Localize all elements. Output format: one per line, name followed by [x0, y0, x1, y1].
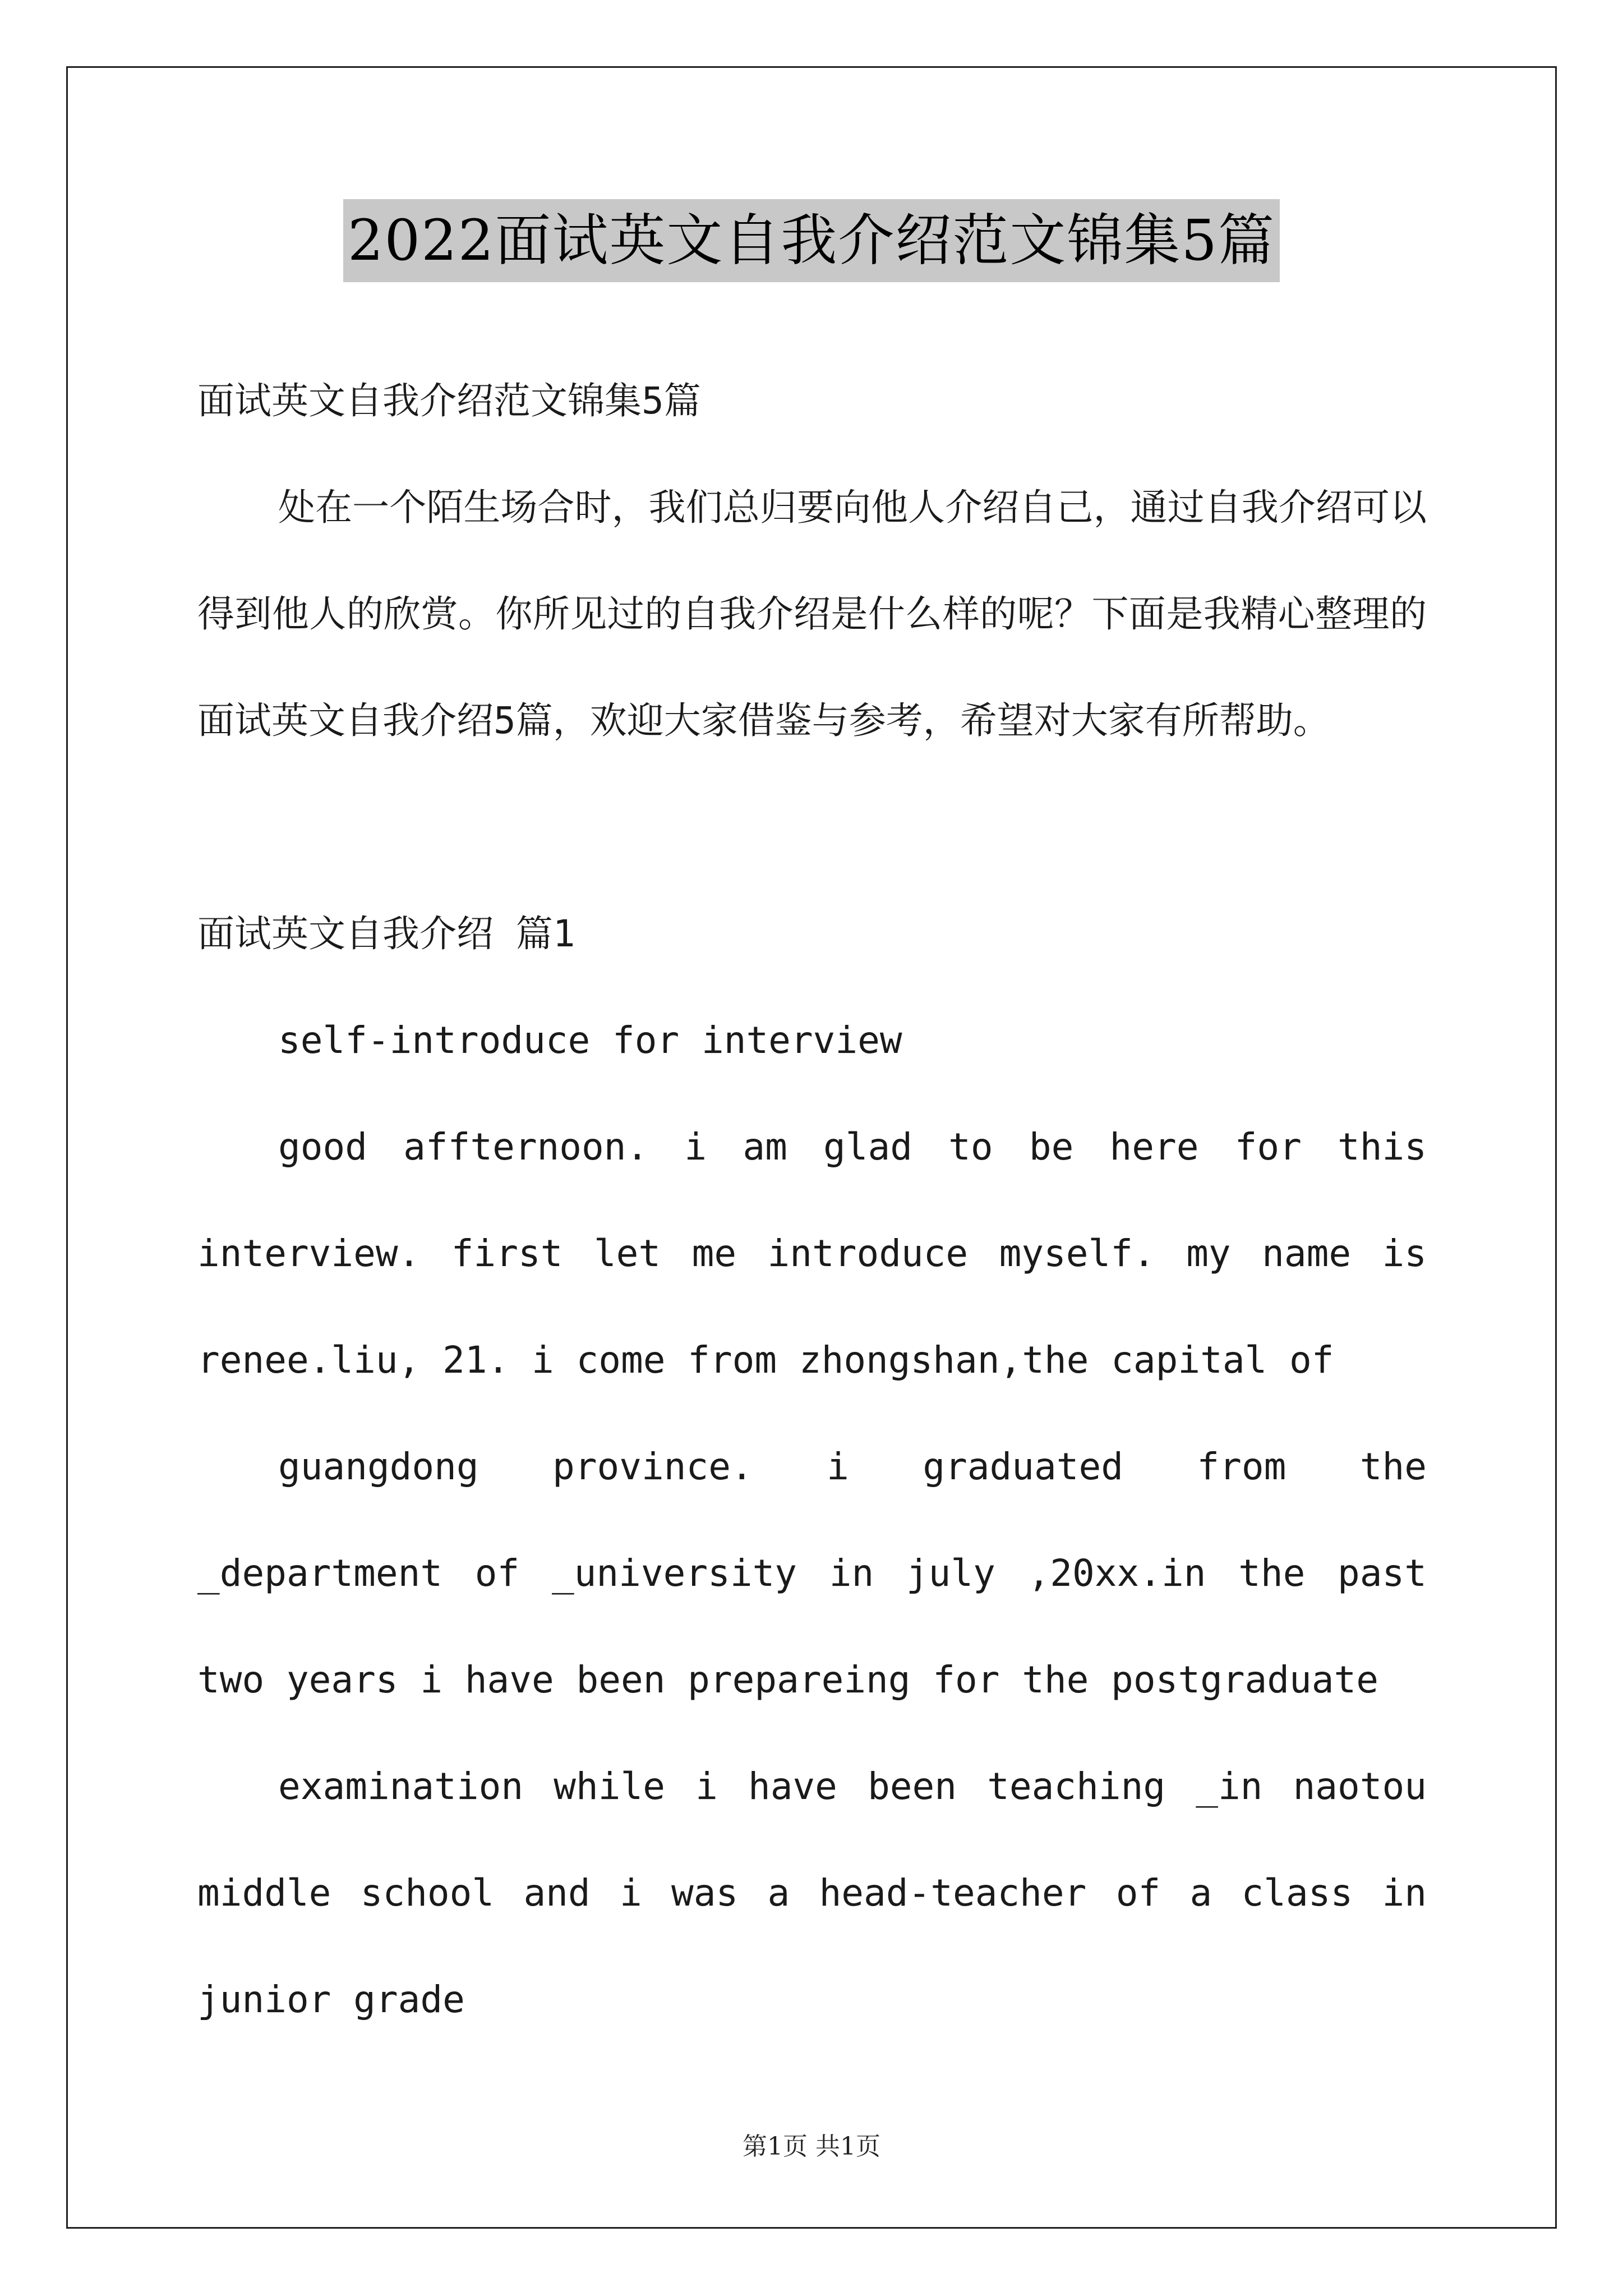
document-subtitle: 面试英文自我介绍范文锦集5篇 [197, 379, 701, 422]
english-heading: self-introduce for interview [278, 1019, 902, 1062]
intro-paragraph: 处在一个陌生场合时，我们总归要向他人介绍自己，通过自我介绍可以得到他人的欣赏。你所见过的自我介绍是什么样的呢？下面是我精心整理的面试英文自我介绍5篇，欢迎大家借鉴与参考，希望对大家有所帮助。 [197, 486, 1427, 742]
document-title: 2022面试英文自我介绍范文锦集5篇 [343, 199, 1280, 282]
title-wrapper [0, 199, 1623, 282]
body-paragraph-2: guangdong province. i graduated from the _department of _university in july ,20xx.in the past two years i have been prepareing for the postgraduate [197, 1445, 1427, 1701]
section-heading: 面试英文自我介绍 篇1 [197, 912, 575, 955]
page-footer: 第1页 共1页 [743, 2132, 880, 2161]
body-paragraph-3: examination while i have been teaching _in naotou middle school and i was a head-teacher of a class in junior grade [197, 1765, 1427, 2021]
document-body [197, 348, 1427, 2053]
body-paragraph-1: good affternoon. i am glad to be here for this interview. first let me introduce myself. my name is renee.liu, 21. i come from zhongshan,the capital of [197, 1125, 1427, 1382]
